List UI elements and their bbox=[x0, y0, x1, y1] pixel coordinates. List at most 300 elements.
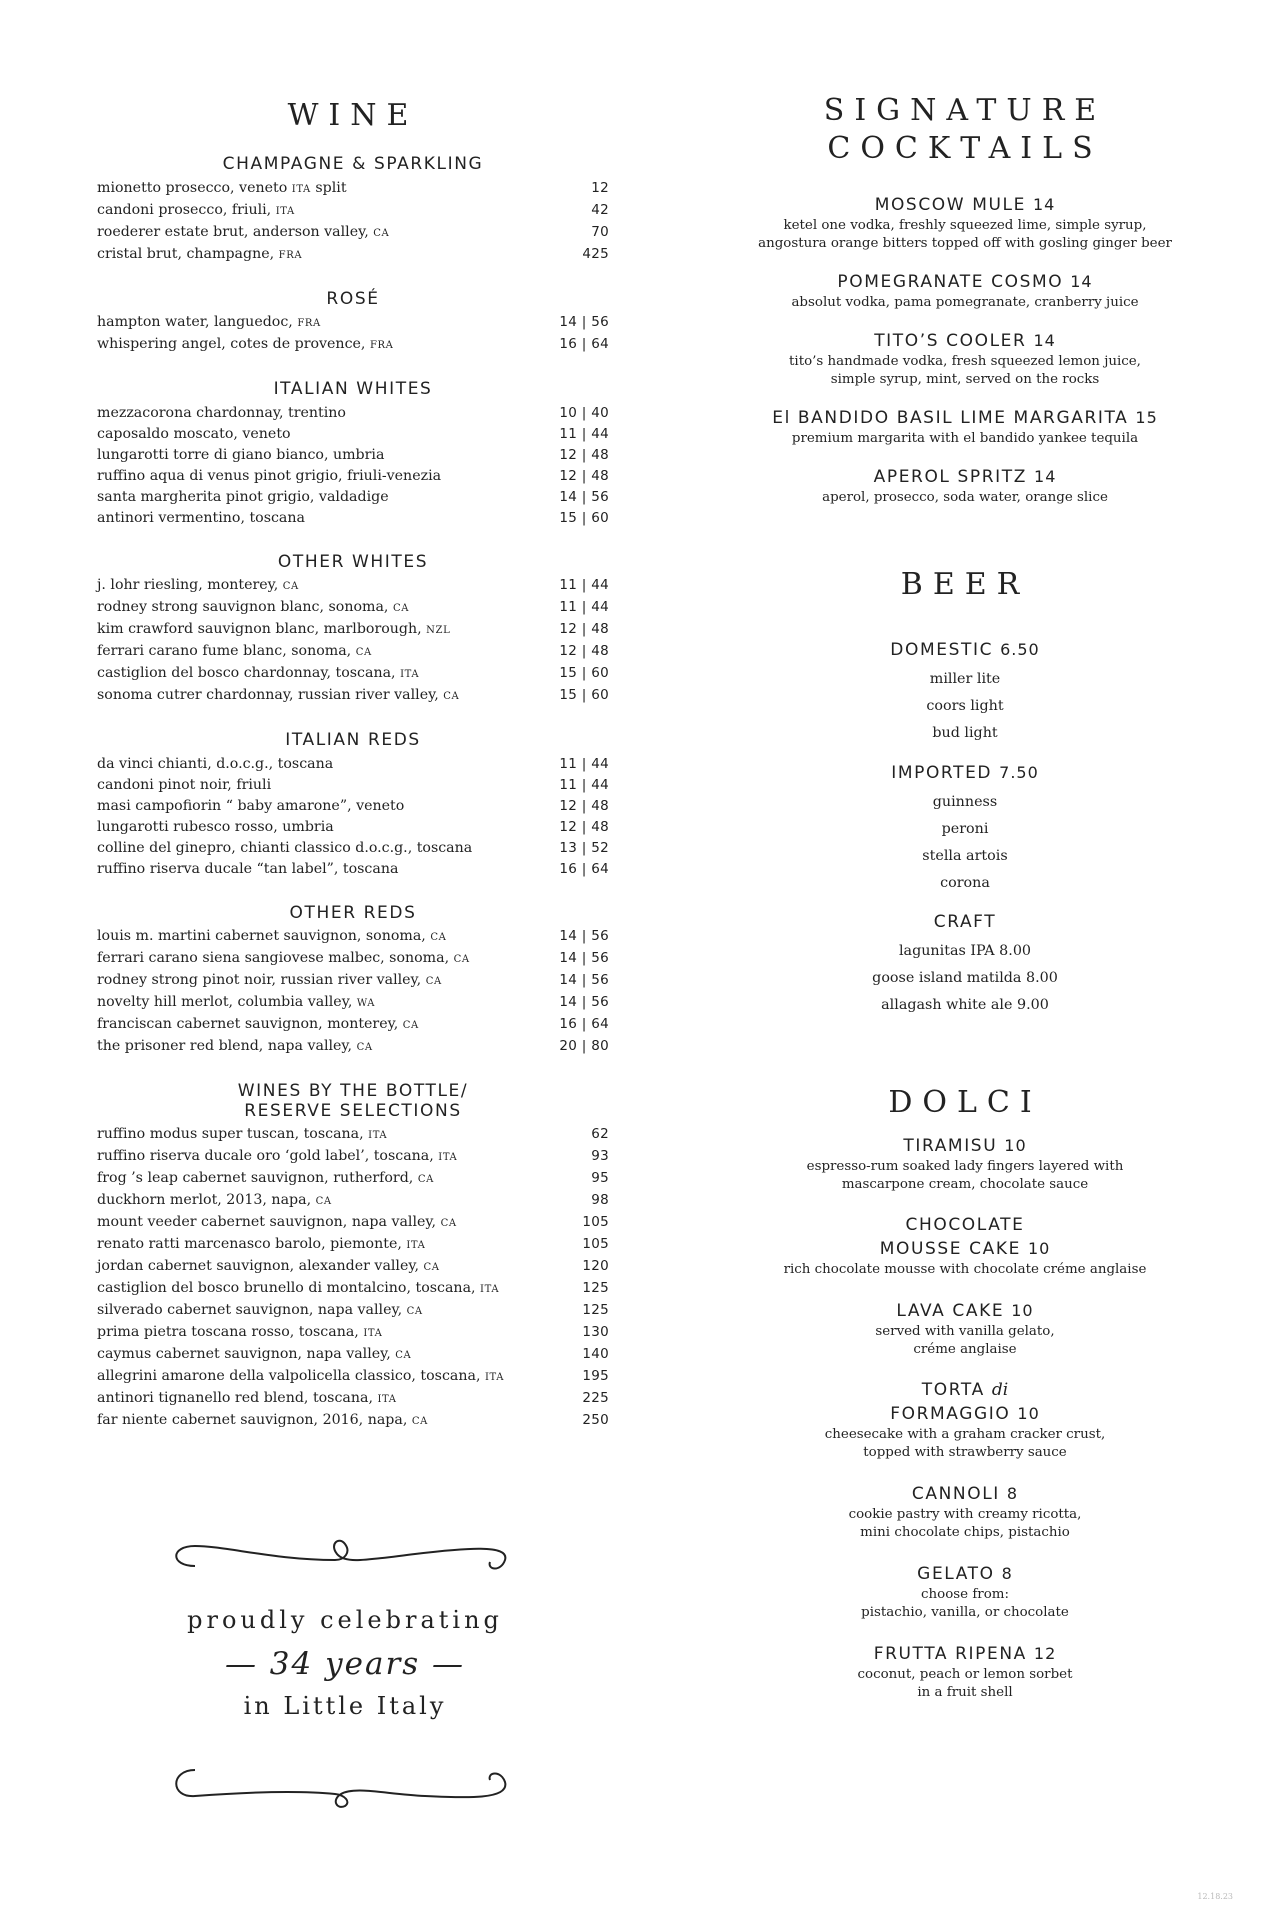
dolci-desc: coconut, peach or lemon sorbet in a fruit shell bbox=[857, 1667, 1073, 1700]
cocktail-item bbox=[735, 193, 1195, 253]
wine-price: 11 | 44 bbox=[559, 776, 609, 793]
wine-price: 12 bbox=[591, 179, 609, 196]
wine-section-title: CHAMPAGNE & SPARKLING bbox=[222, 154, 484, 174]
wine-section-title: ITALIAN REDS bbox=[285, 730, 421, 751]
wine-price: 15 | 60 bbox=[559, 687, 609, 704]
wine-origin: FRA bbox=[278, 249, 303, 261]
cocktail-item bbox=[735, 329, 1195, 389]
wine-name-text: candoni prosecco, friuli, bbox=[97, 201, 276, 218]
beer-item: miller lite bbox=[929, 671, 1001, 687]
wine-name-text: caposaldo moscato, veneto bbox=[97, 425, 291, 442]
dolci-item bbox=[735, 1482, 1195, 1542]
cocktail-name: POMEGRANATE COSMO bbox=[837, 272, 1064, 292]
wine-name bbox=[97, 1410, 428, 1432]
wine-name-text: sonoma cutrer chardonnay, russian river valley, bbox=[97, 687, 444, 704]
wine-name bbox=[97, 1344, 411, 1366]
wine-price: 12 | 48 bbox=[559, 467, 609, 484]
wine-name bbox=[97, 1322, 382, 1344]
wine-row bbox=[97, 948, 609, 970]
dolci-name: GELATO bbox=[917, 1564, 995, 1584]
beer-item: lagunitas IPA 8.00 bbox=[898, 943, 1032, 959]
beer-item: coors light bbox=[926, 698, 1004, 714]
wine-price: 125 bbox=[582, 1280, 609, 1297]
wine-price: 70 bbox=[591, 223, 609, 240]
wine-row bbox=[97, 775, 609, 796]
wine-price: 14 | 56 bbox=[559, 314, 609, 331]
wine-name-text: mezzacorona chardonnay, trentino bbox=[97, 404, 346, 421]
wine-name bbox=[97, 926, 446, 948]
wine-row bbox=[97, 597, 609, 619]
wine-row bbox=[97, 859, 609, 880]
wine-origin: CA bbox=[373, 227, 390, 239]
wine-name bbox=[97, 685, 459, 707]
dolci-desc: choose from: pistachio, vanilla, or chocolate bbox=[861, 1587, 1069, 1620]
wine-name bbox=[97, 619, 450, 641]
cocktail-name: El BANDIDO BASIL LIME MARGARITA bbox=[772, 408, 1129, 428]
wine-name bbox=[97, 992, 375, 1014]
dolci-name-line bbox=[735, 1299, 1195, 1323]
wine-price: 16 | 64 bbox=[559, 860, 609, 877]
beer-group bbox=[735, 761, 1195, 897]
dolci-desc: rich chocolate mousse with chocolate créme anglaise bbox=[783, 1262, 1147, 1277]
cocktail-name-line bbox=[735, 329, 1195, 353]
wine-name bbox=[97, 597, 409, 619]
beer-group bbox=[735, 638, 1195, 747]
wine-name bbox=[97, 838, 472, 859]
wine-price: 12 | 48 bbox=[559, 818, 609, 835]
dolci-desc: espresso-rum soaked lady fingers layered with mascarpone cream, chocolate sauce bbox=[806, 1159, 1124, 1192]
celebration-line-1: proudly celebrating bbox=[187, 1606, 503, 1634]
wine-name-text: duckhorn merlot, 2013, napa, bbox=[97, 1192, 316, 1209]
dolci-name: FORMAGGIO bbox=[890, 1404, 1011, 1424]
dolci-name-first: TORTA bbox=[921, 1380, 985, 1400]
wine-name bbox=[97, 200, 295, 222]
wine-price: 14 | 56 bbox=[559, 972, 609, 989]
wine-name-text: mount veeder cabernet sauvignon, napa valley, bbox=[97, 1214, 441, 1231]
wine-name bbox=[97, 1366, 504, 1388]
wine-name bbox=[97, 508, 305, 529]
cocktails-title bbox=[735, 92, 1195, 167]
wine-name-text: caymus cabernet sauvignon, napa valley, bbox=[97, 1346, 396, 1363]
cocktail-price: 14 bbox=[1033, 331, 1056, 350]
celebration-years: — 34 years — bbox=[224, 1646, 466, 1682]
wine-name-text: candoni pinot noir, friuli bbox=[97, 776, 272, 793]
wine-row bbox=[97, 1212, 609, 1234]
wine-sections bbox=[97, 155, 609, 1432]
wine-origin: CA bbox=[443, 691, 460, 703]
wine-row bbox=[97, 1366, 609, 1388]
wine-price: 98 bbox=[591, 1192, 609, 1209]
wine-name-text: franciscan cabernet sauvignon, monterey, bbox=[97, 1016, 403, 1033]
wine-origin: WA bbox=[356, 998, 376, 1010]
wine-row bbox=[97, 970, 609, 992]
wine-origin: NZL bbox=[426, 625, 451, 637]
dolci-name-line bbox=[735, 1562, 1195, 1586]
cocktail-desc: ketel one vodka, freshly squeezed lime, simple syrup, angostura orange bitters topped off with gosling ginger beer bbox=[758, 218, 1172, 251]
wine-row bbox=[97, 200, 609, 222]
wine-origin: ITA bbox=[400, 669, 420, 681]
wine-price: 20 | 80 bbox=[559, 1038, 609, 1055]
wine-origin: CA bbox=[395, 1350, 412, 1362]
beer-group-name: DOMESTIC bbox=[890, 640, 994, 660]
wine-suffix: split bbox=[310, 179, 347, 196]
dolci-name-line-1 bbox=[735, 1379, 1195, 1402]
dolci-item bbox=[735, 1134, 1195, 1194]
wine-price: 16 | 64 bbox=[559, 1016, 609, 1033]
top-flourish-icon bbox=[165, 1530, 525, 1580]
wine-section-title: OTHER WHITES bbox=[277, 551, 429, 572]
wine-row bbox=[97, 244, 609, 266]
beer-item: corona bbox=[940, 875, 990, 891]
cocktail-name-line bbox=[735, 193, 1195, 217]
cocktails-title-line-2: COCKTAILS bbox=[827, 130, 1103, 166]
beer-list bbox=[735, 638, 1195, 1019]
wine-list bbox=[97, 1124, 609, 1432]
beer-group-price: 7.50 bbox=[999, 763, 1039, 782]
wine-price: 11 | 44 bbox=[559, 577, 609, 594]
wine-row bbox=[97, 424, 609, 445]
date-stamp: 12.18.23 bbox=[1197, 1892, 1233, 1901]
dolci-name-line-1 bbox=[735, 1214, 1195, 1237]
wine-row bbox=[97, 487, 609, 508]
cocktail-name-line bbox=[735, 406, 1195, 430]
wine-row bbox=[97, 796, 609, 817]
wine-name bbox=[97, 1124, 387, 1146]
wine-section-title: ITALIAN WHITES bbox=[273, 379, 433, 400]
dolci-name-first: CHOCOLATE bbox=[905, 1215, 1025, 1235]
wine-origin: CA bbox=[411, 1416, 428, 1428]
wine-price: 14 | 56 bbox=[559, 488, 609, 505]
dolci-price: 10 bbox=[1027, 1239, 1051, 1258]
wine-origin: CA bbox=[356, 1042, 373, 1054]
wine-name-text: castiglion del bosco chardonnay, toscana, bbox=[97, 665, 401, 682]
wine-name bbox=[97, 178, 347, 200]
wine-origin: ITA bbox=[377, 1394, 397, 1406]
wine-origin: CA bbox=[425, 976, 442, 988]
beer-group bbox=[735, 911, 1195, 1019]
wine-row bbox=[97, 334, 609, 356]
wine-row bbox=[97, 178, 609, 200]
wine-price: 14 | 56 bbox=[559, 994, 609, 1011]
dolci-price: 10 bbox=[1017, 1404, 1040, 1423]
wine-origin: ITA bbox=[368, 1130, 388, 1142]
cocktail-desc: tito’s handmade vodka, fresh squeezed lemon juice, simple syrup, mint, served on the rocks bbox=[789, 354, 1141, 387]
wine-list bbox=[97, 403, 609, 529]
wine-price: 10 | 40 bbox=[559, 404, 609, 421]
wine-row bbox=[97, 508, 609, 529]
wine-name bbox=[97, 424, 291, 445]
wine-name-text: ruffino riserva ducale “tan label”, toscana bbox=[97, 860, 399, 877]
dolci-desc: cookie pastry with creamy ricotta, mini chocolate chips, pistachio bbox=[848, 1507, 1082, 1540]
wine-section-title: ROSÉ bbox=[326, 288, 380, 309]
wine-price: 105 bbox=[582, 1236, 609, 1253]
wine-row bbox=[97, 619, 609, 641]
wine-column bbox=[97, 98, 609, 1456]
wine-row bbox=[97, 1278, 609, 1300]
cocktail-name: APEROL SPRITZ bbox=[873, 467, 1027, 487]
wine-name bbox=[97, 970, 442, 992]
cocktail-item bbox=[735, 270, 1195, 312]
wine-name-text: ruffino riserva ducale oro ‘gold label’, toscana, bbox=[97, 1148, 439, 1165]
wine-origin: CA bbox=[406, 1306, 423, 1318]
beer-item: allagash white ale 9.00 bbox=[881, 997, 1049, 1013]
dolci-name: CANNOLI bbox=[911, 1484, 1000, 1504]
wine-name-text: rodney strong pinot noir, russian river valley, bbox=[97, 972, 426, 989]
beer-item: stella artois bbox=[922, 848, 1008, 864]
dolci-name: TIRAMISU bbox=[903, 1136, 998, 1156]
wine-name bbox=[97, 859, 398, 880]
wine-name bbox=[97, 575, 299, 597]
wine-name bbox=[97, 641, 372, 663]
wine-price: 125 bbox=[582, 1302, 609, 1319]
wine-origin: ITA bbox=[484, 1372, 505, 1384]
dolci-title: DOLCI bbox=[888, 1085, 1042, 1120]
wine-price: 11 | 44 bbox=[559, 599, 609, 616]
wine-origin: CA bbox=[402, 1020, 419, 1032]
wine-origin: FRA bbox=[369, 340, 394, 352]
wine-origin: ITA bbox=[480, 1284, 500, 1296]
wine-name bbox=[97, 1278, 499, 1300]
wine-origin: CA bbox=[392, 603, 410, 615]
dolci-item bbox=[735, 1379, 1195, 1462]
wine-name-text: mionetto prosecco, veneto bbox=[97, 179, 292, 196]
wine-row bbox=[97, 466, 609, 487]
wine-row bbox=[97, 754, 609, 775]
wine-origin: ITA bbox=[438, 1152, 458, 1164]
cocktail-item bbox=[735, 465, 1195, 507]
wine-section-title: OTHER REDS bbox=[289, 902, 417, 923]
wine-name bbox=[97, 1300, 423, 1322]
wine-price: 425 bbox=[582, 245, 609, 262]
dolci-name-line bbox=[735, 1642, 1195, 1666]
wine-origin: CA bbox=[423, 1262, 440, 1274]
right-column bbox=[735, 92, 1195, 1722]
dolci-desc: cheesecake with a graham cracker crust, topped with strawberry sauce bbox=[824, 1427, 1106, 1460]
beer-group-price: 6.50 bbox=[1000, 640, 1040, 659]
wine-name bbox=[97, 487, 389, 508]
wine-price: 12 | 48 bbox=[559, 621, 609, 638]
wine-origin: ITA bbox=[363, 1328, 383, 1340]
wine-name bbox=[97, 312, 321, 334]
wine-name-text: santa margherita pinot grigio, valdadige bbox=[97, 488, 389, 505]
wine-name-text: masi campofiorin “ baby amarone”, veneto bbox=[97, 797, 405, 814]
wine-price: 15 | 60 bbox=[559, 509, 609, 526]
wine-origin: CA bbox=[355, 647, 372, 659]
wine-name-text: novelty hill merlot, columbia valley, bbox=[97, 994, 357, 1011]
wine-row bbox=[97, 1234, 609, 1256]
wine-name bbox=[97, 1168, 434, 1190]
dolci-price: 12 bbox=[1033, 1644, 1057, 1663]
cocktail-list bbox=[735, 193, 1195, 507]
beer-group-name: CRAFT bbox=[933, 912, 997, 932]
wine-name-text: antinori vermentino, toscana bbox=[97, 509, 305, 526]
wine-name-text: louis m. martini cabernet sauvignon, sonoma, bbox=[97, 928, 431, 945]
wine-origin: CA bbox=[430, 932, 447, 944]
cocktail-item bbox=[735, 406, 1195, 448]
wine-name-text: castiglion del bosco brunello di montalcino, toscana, bbox=[97, 1280, 481, 1297]
wine-name-text: cristal brut, champagne, bbox=[97, 245, 279, 262]
wine-name bbox=[97, 1388, 397, 1410]
dolci-item bbox=[735, 1562, 1195, 1622]
wine-name-text: antinori tignanello red blend, toscana, bbox=[97, 1390, 378, 1407]
cocktail-desc: absolut vodka, pama pomegranate, cranberry juice bbox=[791, 295, 1139, 310]
wine-name-text: renato ratti marcenasco barolo, piemonte, bbox=[97, 1236, 407, 1253]
wine-row bbox=[97, 445, 609, 466]
wine-origin: CA bbox=[282, 581, 299, 593]
wine-name-text: allegrini amarone della valpolicella classico, toscana, bbox=[97, 1368, 485, 1385]
wine-name-text: prima pietra toscana rosso, toscana, bbox=[97, 1324, 364, 1341]
wine-name bbox=[97, 796, 404, 817]
wine-row bbox=[97, 1256, 609, 1278]
wine-name bbox=[97, 1256, 440, 1278]
dolci-desc: served with vanilla gelato, créme anglaise bbox=[875, 1324, 1055, 1357]
wine-name-text: far niente cabernet sauvignon, 2016, napa, bbox=[97, 1412, 412, 1429]
wine-price: 12 | 48 bbox=[559, 643, 609, 660]
wine-price: 11 | 44 bbox=[559, 425, 609, 442]
wine-row bbox=[97, 1410, 609, 1432]
wine-title: WINE bbox=[287, 98, 419, 133]
dolci-price: 8 bbox=[1006, 1484, 1019, 1503]
wine-price: 93 bbox=[591, 1148, 609, 1165]
wine-origin: CA bbox=[417, 1174, 434, 1186]
wine-price: 62 bbox=[591, 1126, 609, 1143]
wine-price: 140 bbox=[582, 1346, 609, 1363]
wine-row bbox=[97, 403, 609, 424]
dolci-name-line bbox=[735, 1237, 1195, 1261]
wine-row bbox=[97, 1014, 609, 1036]
wine-price: 225 bbox=[582, 1390, 609, 1407]
wine-origin: CA bbox=[453, 954, 470, 966]
wine-name-text: ferrari carano siena sangiovese malbec, sonoma, bbox=[97, 950, 454, 967]
wine-name-text: the prisoner red blend, napa valley, bbox=[97, 1038, 357, 1055]
wine-price: 16 | 64 bbox=[559, 336, 609, 353]
wine-section-title: WINES BY THE BOTTLE/ RESERVE SELECTIONS bbox=[237, 1081, 469, 1121]
wine-row bbox=[97, 312, 609, 334]
wine-name-text: lungarotti rubesco rosso, umbria bbox=[97, 818, 334, 835]
wine-origin: CA bbox=[440, 1218, 457, 1230]
wine-price: 13 | 52 bbox=[559, 839, 609, 856]
wine-name bbox=[97, 1212, 457, 1234]
wine-row bbox=[97, 817, 609, 838]
wine-list bbox=[97, 312, 609, 356]
wine-row bbox=[97, 641, 609, 663]
cocktail-price: 14 bbox=[1034, 467, 1057, 486]
wine-row bbox=[97, 663, 609, 685]
wine-row bbox=[97, 1168, 609, 1190]
dolci-script: di bbox=[991, 1380, 1009, 1400]
beer-title: BEER bbox=[900, 567, 1030, 602]
wine-name-text: da vinci chianti, d.o.c.g., toscana bbox=[97, 755, 334, 772]
wine-name bbox=[97, 775, 271, 796]
beer-group-name: IMPORTED bbox=[891, 763, 993, 783]
beer-group-name-line bbox=[735, 638, 1195, 662]
wine-origin: FRA bbox=[297, 318, 321, 330]
wine-name bbox=[97, 817, 334, 838]
wine-price: 42 bbox=[591, 201, 609, 218]
wine-row bbox=[97, 1322, 609, 1344]
wine-name-text: silverado cabernet sauvignon, napa valley, bbox=[97, 1302, 407, 1319]
cocktail-price: 14 bbox=[1032, 195, 1056, 214]
wine-price: 11 | 44 bbox=[559, 755, 609, 772]
dolci-price: 10 bbox=[1004, 1136, 1027, 1155]
wine-name bbox=[97, 1190, 332, 1212]
wine-name-text: j. lohr riesling, monterey, bbox=[97, 577, 283, 594]
wine-list bbox=[97, 575, 609, 707]
wine-price: 250 bbox=[582, 1412, 609, 1429]
wine-name bbox=[97, 222, 389, 244]
wine-row bbox=[97, 222, 609, 244]
wine-name-text: frog ’s leap cabernet sauvignon, rutherford, bbox=[97, 1170, 418, 1187]
wine-row bbox=[97, 1344, 609, 1366]
wine-name-text: hampton water, languedoc, bbox=[97, 314, 298, 331]
wine-row bbox=[97, 575, 609, 597]
wine-name-text: kim crawford sauvignon blanc, marlborough, bbox=[97, 621, 427, 638]
wine-row bbox=[97, 1036, 609, 1058]
celebration-line-3: in Little Italy bbox=[243, 1692, 447, 1720]
cocktail-name: TITO’S COOLER bbox=[874, 331, 1027, 351]
wine-price: 14 | 56 bbox=[559, 928, 609, 945]
wine-price: 130 bbox=[582, 1324, 609, 1341]
dolci-name: FRUTTA RIPENA bbox=[873, 1644, 1027, 1664]
wine-row bbox=[97, 1190, 609, 1212]
wine-row bbox=[97, 1388, 609, 1410]
wine-row bbox=[97, 685, 609, 707]
dolci-name-line bbox=[735, 1402, 1195, 1426]
cocktail-desc: aperol, prosecco, soda water, orange slice bbox=[822, 490, 1108, 505]
cocktails-title-line-1: SIGNATURE bbox=[823, 93, 1107, 128]
wine-origin: ITA bbox=[406, 1240, 426, 1252]
cocktail-name-line bbox=[735, 465, 1195, 489]
cocktail-name-line bbox=[735, 270, 1195, 294]
beer-item: goose island matilda 8.00 bbox=[872, 970, 1058, 986]
cocktail-price: 15 bbox=[1135, 408, 1158, 427]
wine-name-text: lungarotti torre di giano bianco, umbria bbox=[97, 446, 385, 463]
dolci-price: 8 bbox=[1001, 1564, 1013, 1583]
wine-price: 14 | 56 bbox=[559, 950, 609, 967]
wine-name bbox=[97, 1014, 419, 1036]
wine-row bbox=[97, 1124, 609, 1146]
wine-price: 12 | 48 bbox=[559, 797, 609, 814]
wine-row bbox=[97, 1300, 609, 1322]
dolci-name-line bbox=[735, 1482, 1195, 1506]
dolci-price: 10 bbox=[1011, 1301, 1034, 1320]
wine-row bbox=[97, 926, 609, 948]
beer-group-name-line bbox=[735, 911, 1195, 934]
wine-list bbox=[97, 754, 609, 880]
cocktail-price: 14 bbox=[1070, 272, 1093, 291]
dolci-item bbox=[735, 1214, 1195, 1279]
wine-name-text: rodney strong sauvignon blanc, sonoma, bbox=[97, 599, 393, 616]
wine-list bbox=[97, 178, 609, 266]
wine-name bbox=[97, 1234, 425, 1256]
cocktail-desc: premium margarita with el bandido yankee tequila bbox=[791, 431, 1139, 446]
dolci-list bbox=[735, 1134, 1195, 1702]
wine-price: 195 bbox=[582, 1368, 609, 1385]
wine-name bbox=[97, 403, 346, 424]
wine-name bbox=[97, 948, 470, 970]
wine-name-text: colline del ginepro, chianti classico d.o.c.g., toscana bbox=[97, 839, 473, 856]
wine-name-text: whispering angel, cotes de provence, bbox=[97, 336, 370, 353]
wine-name bbox=[97, 663, 419, 685]
wine-name-text: ferrari carano fume blanc, sonoma, bbox=[97, 643, 356, 660]
wine-name-text: ruffino aqua di venus pinot grigio, friuli-venezia bbox=[97, 467, 442, 484]
wine-origin: ITA bbox=[275, 205, 295, 217]
dolci-item bbox=[735, 1642, 1195, 1702]
wine-name bbox=[97, 1036, 373, 1058]
wine-price: 15 | 60 bbox=[559, 665, 609, 682]
dolci-name-line bbox=[735, 1134, 1195, 1158]
wine-name bbox=[97, 244, 302, 266]
